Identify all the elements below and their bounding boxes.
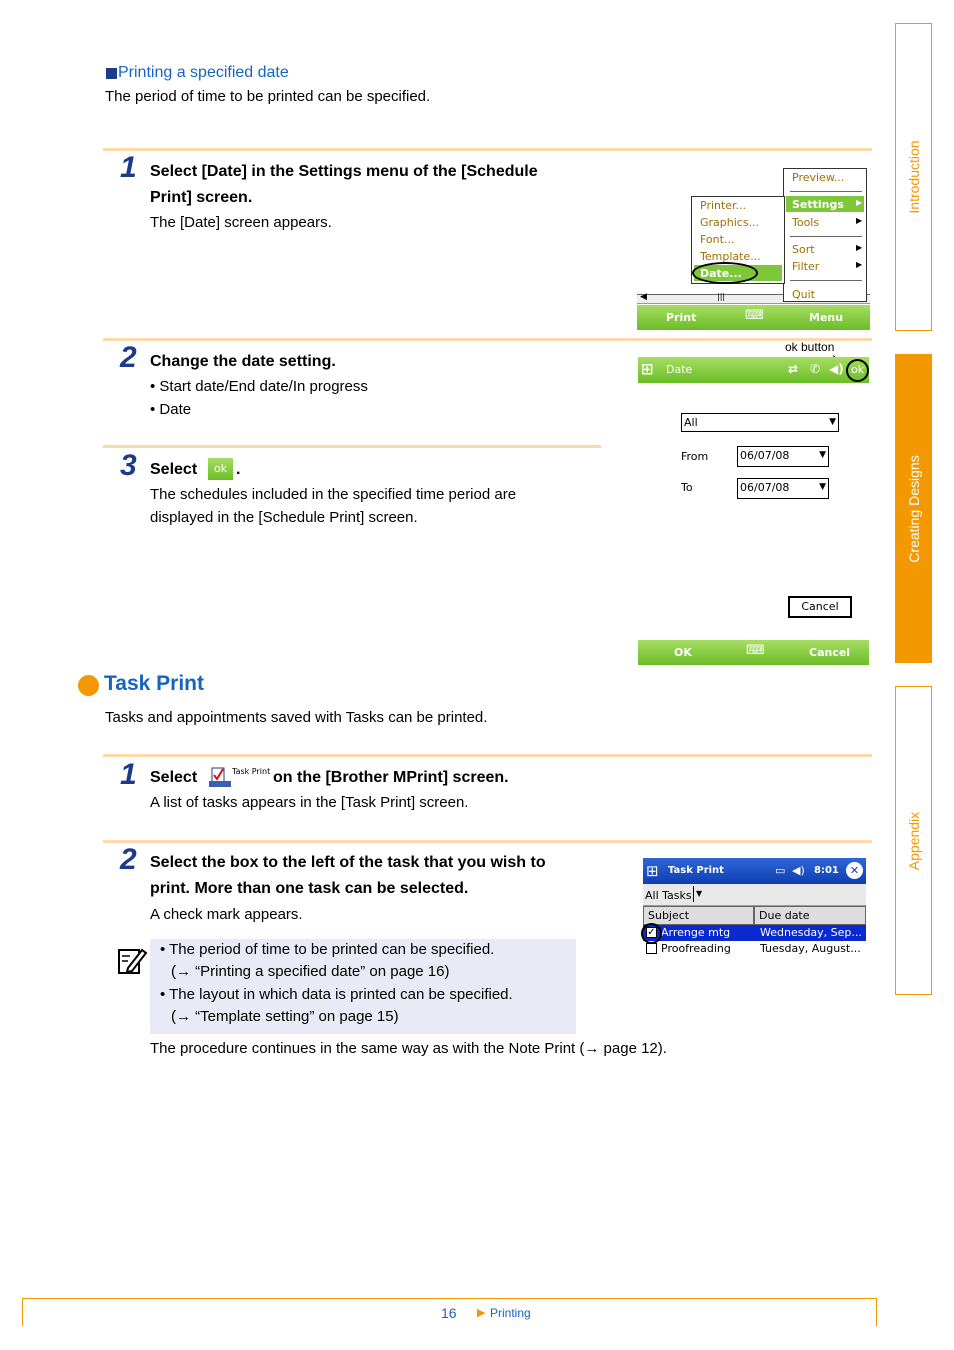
tab-introduction[interactable] [895, 23, 932, 331]
step-number: 2 [120, 341, 137, 374]
menu-item-quit[interactable]: Quit [792, 288, 815, 301]
menu-item-sort[interactable]: Sort [792, 243, 815, 256]
task-step1-body: A list of tasks appears in the [Task Print] screen. [150, 794, 469, 811]
note-line-1: • The period of time to be printed can be specified. [160, 941, 495, 958]
range-value: All [684, 416, 698, 429]
dropdown-arrow-icon[interactable]: ▼ [693, 886, 702, 902]
step3-body-line1: The schedules included in the specified time period are [150, 486, 517, 503]
submenu-arrow-icon: ▶ [856, 243, 863, 252]
task-row[interactable] [643, 925, 866, 941]
task-print-icon [208, 766, 271, 788]
step2-bullet-1: • Start date/End date/In progress [150, 378, 368, 395]
subject-column-header[interactable] [643, 906, 754, 925]
filter-dropdown[interactable]: All Tasks [645, 889, 692, 902]
submenu-item-font[interactable]: Font... [700, 233, 735, 246]
print-softkey[interactable]: Print [666, 311, 697, 324]
cancel-button[interactable]: Cancel [788, 596, 852, 618]
date-screen-screenshot [637, 338, 870, 666]
volume-icon[interactable]: ◀) [792, 864, 805, 877]
title-bar [638, 357, 869, 383]
task-due-date: Wednesday, Sep... [760, 926, 862, 939]
highlight-circle [641, 923, 662, 944]
clock-text: 8:01 [814, 865, 839, 876]
task-step2-title-line2: print. More than one task can be selected. [150, 880, 469, 897]
note-line-2: (→ “Printing a specified date” on page 16) [171, 963, 450, 980]
submenu-item-date[interactable]: Date... [700, 267, 742, 280]
phone-icon[interactable]: ✆ [810, 362, 821, 376]
filter-bar [643, 884, 866, 906]
submenu-item-printer[interactable]: Printer... [700, 199, 747, 212]
due-date-header-label: Due date [759, 909, 810, 922]
dropdown-arrow-icon: ▼ [819, 450, 826, 460]
step3-title-prefix: Select [150, 461, 198, 478]
task-print-screenshot [643, 858, 866, 958]
step-divider [103, 445, 601, 448]
keyboard-icon[interactable]: ⌨ [745, 308, 764, 323]
step-number: 1 [120, 758, 137, 791]
due-date-column-header[interactable] [754, 906, 866, 925]
windows-flag-icon[interactable]: ⊞ [646, 862, 659, 880]
note-pencil-icon [116, 944, 148, 976]
arrow-right-icon: ▶ [477, 1307, 486, 1319]
to-label: To [681, 481, 693, 494]
ok-button-icon: ok [208, 458, 233, 480]
highlight-circle [692, 262, 758, 284]
submenu-arrow-icon: ▶ [856, 260, 863, 269]
step-number: 1 [120, 151, 137, 184]
close-icon[interactable]: ✕ [846, 862, 863, 879]
settings-menu-screenshot [637, 168, 870, 330]
tab-appendix-label: Appendix [905, 811, 922, 870]
step1-title-line2: Print] screen. [150, 189, 253, 206]
step2-title: Change the date setting. [150, 353, 336, 370]
keyboard-icon[interactable]: ⌨ [746, 643, 765, 658]
step1-title-line1: Select [Date] in the Settings menu of the [Schedule [150, 163, 538, 180]
menu-item-preview[interactable]: Preview... [792, 171, 845, 184]
task-checkbox[interactable]: ✓ [647, 927, 656, 938]
note-line-3: • The layout in which data is printed can be specified. [160, 986, 513, 1003]
cancel-softkey[interactable]: Cancel [809, 646, 851, 659]
volume-icon[interactable]: ◀) [829, 362, 844, 376]
dropdown-arrow-icon: ▼ [819, 482, 826, 492]
to-date-picker[interactable] [737, 478, 829, 499]
menu-bar [637, 305, 870, 330]
step2-bullet-2: • Date [150, 401, 192, 418]
footer-rule-left [22, 1298, 23, 1326]
submenu-arrow-icon: ▶ [856, 198, 863, 207]
menu-divider [790, 236, 862, 237]
to-date-value: 06/07/08 [740, 481, 790, 494]
tab-appendix[interactable] [895, 686, 932, 995]
from-date-picker[interactable] [737, 446, 829, 467]
battery-icon[interactable]: ▭ [775, 864, 786, 877]
ok-softkey[interactable]: OK [674, 646, 692, 659]
footer-rule [22, 1298, 877, 1299]
step3-body-line2: displayed in the [Schedule Print] screen. [150, 509, 418, 526]
main-menu [783, 168, 867, 302]
note-line-4: (→ “Template setting” on page 15) [171, 1008, 399, 1025]
square-bullet-icon [106, 68, 117, 79]
section-bullet-icon [78, 675, 99, 696]
step-divider [103, 148, 872, 151]
dropdown-arrow-icon: ▼ [829, 417, 836, 427]
task-subject: Proofreading [661, 942, 731, 955]
from-date-value: 06/07/08 [740, 449, 790, 462]
menu-divider [790, 191, 862, 192]
step-divider [103, 754, 872, 757]
title-text: Date [666, 363, 693, 376]
submenu-item-template[interactable]: Template... [700, 250, 761, 263]
ok-title-button[interactable]: ok [851, 363, 865, 376]
scroll-left-icon[interactable]: ◀ [640, 292, 647, 302]
softkey-bar [638, 640, 869, 665]
ok-button-callout: ok button [785, 340, 835, 354]
task-step2-body: A check mark appears. [150, 906, 303, 923]
task-print-heading: Task Print [104, 672, 204, 695]
connectivity-icon[interactable]: ⇄ [788, 362, 799, 376]
submenu-item-graphics[interactable]: Graphics... [700, 216, 760, 229]
from-label: From [681, 450, 709, 463]
highlight-circle [846, 359, 869, 382]
title-text: Task Print [668, 865, 724, 876]
subject-header-label: Subject [648, 909, 690, 922]
footer-section-link[interactable]: Printing [490, 1306, 531, 1320]
task-print-icon-label: Task Print [232, 767, 271, 776]
menu-softkey[interactable]: Menu [809, 311, 844, 324]
task-row[interactable] [643, 941, 866, 957]
tab-creating-designs-label: Creating Designs [905, 454, 922, 563]
step3-title-suffix: . [236, 461, 241, 478]
menu-item-settings[interactable]: Settings [792, 198, 844, 211]
task-step1-title-suffix: on the [Brother MPrint] screen. [273, 769, 509, 786]
date-section-intro: The period of time to be printed can be specified. [105, 88, 431, 105]
date-section-heading: Printing a specified date [118, 64, 289, 81]
step-number: 3 [120, 449, 137, 482]
task-checkbox[interactable] [646, 943, 657, 954]
step-divider [103, 840, 872, 843]
task-due-date: Tuesday, August... [760, 942, 861, 955]
page-number: 16 [441, 1305, 457, 1321]
task-print-intro: Tasks and appointments saved with Tasks can be printed. [105, 709, 488, 726]
continue-text: The procedure continues in the same way as with the Note Print (→ page 12). [150, 1040, 667, 1057]
scroll-thumb-icon[interactable]: ||| [717, 292, 726, 301]
submenu-arrow-icon: ▶ [856, 216, 863, 225]
tab-introduction-label: Introduction [905, 140, 922, 214]
step1-body: The [Date] screen appears. [150, 214, 332, 231]
title-bar [643, 858, 866, 884]
menu-divider [790, 280, 862, 281]
task-step2-title-line1: Select the box to the left of the task that you wish to [150, 854, 546, 871]
task-step1-title-prefix: Select [150, 769, 198, 786]
range-dropdown[interactable] [681, 413, 839, 432]
note-box [150, 939, 576, 1034]
windows-flag-icon[interactable]: ⊞ [641, 360, 654, 378]
tab-creating-designs[interactable] [895, 354, 932, 663]
step-number: 2 [120, 843, 137, 876]
menu-item-filter[interactable]: Filter [792, 260, 820, 273]
footer-rule-right [876, 1298, 877, 1326]
menu-item-tools[interactable]: Tools [792, 216, 820, 229]
task-subject: Arrenge mtg [661, 926, 731, 939]
